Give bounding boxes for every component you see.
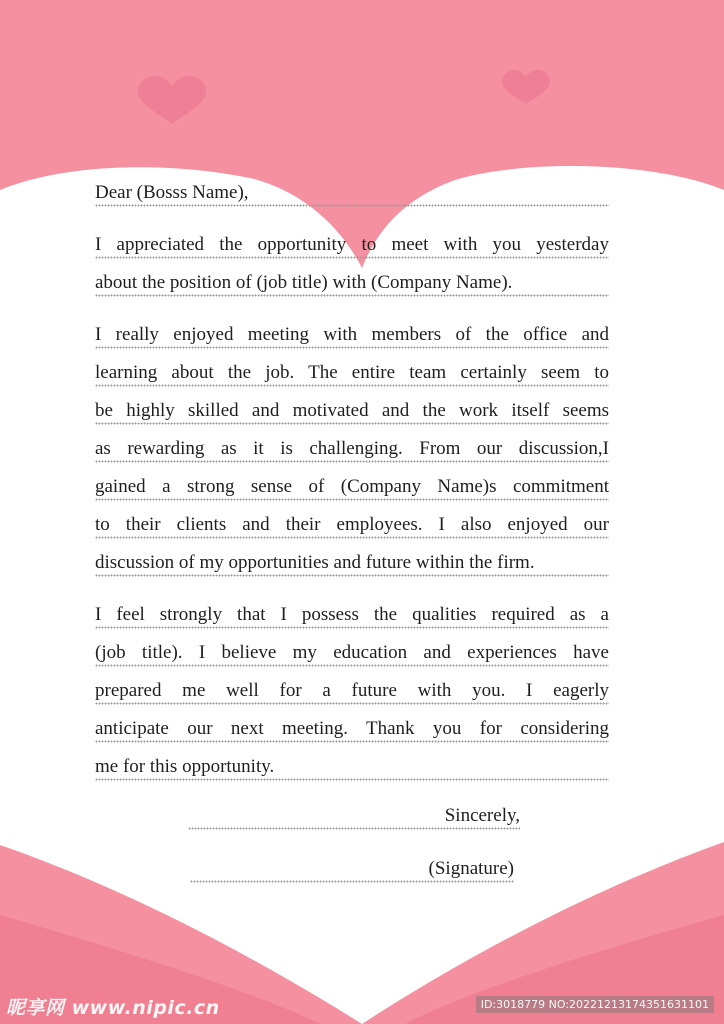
watermark-site: 昵享网 www.nipic.cn bbox=[6, 997, 220, 1019]
closing: Sincerely, bbox=[188, 797, 520, 835]
paragraph bbox=[95, 596, 609, 786]
paragraph bbox=[95, 316, 609, 582]
text-line: about the position of (job title) with (Company Name). bbox=[95, 264, 609, 302]
text-line: as rewarding as it is challenging. From our discussion,I bbox=[95, 430, 609, 468]
text-line: I really enjoyed meeting with members of the office and bbox=[95, 316, 609, 354]
text-line: prepared me well for a future with you. I eagerly bbox=[95, 672, 609, 710]
text-line: learning about the job. The entire team certainly seem to bbox=[95, 354, 609, 392]
text-line: discussion of my opportunities and future within the firm. bbox=[95, 544, 609, 582]
text-line: gained a strong sense of (Company Name)s commitment bbox=[95, 468, 609, 506]
watermark-id: ID:3018779 NO:20221213174351631101 bbox=[476, 996, 714, 1013]
text-line: (job title). I believe my education and experiences have bbox=[95, 634, 609, 672]
letter-body bbox=[95, 174, 609, 800]
paragraph bbox=[95, 226, 609, 302]
text-line: to their clients and their employees. I also enjoyed our bbox=[95, 506, 609, 544]
text-line: I appreciated the opportunity to meet with you yesterday bbox=[95, 226, 609, 264]
text-line: me for this opportunity. bbox=[95, 748, 609, 786]
greeting: Dear (Bosss Name), bbox=[95, 174, 609, 212]
text-line: anticipate our next meeting. Thank you for considering bbox=[95, 710, 609, 748]
text-line: be highly skilled and motivated and the work itself seems bbox=[95, 392, 609, 430]
signature: (Signature) bbox=[190, 850, 514, 888]
text-line: I feel strongly that I possess the qualities required as a bbox=[95, 596, 609, 634]
